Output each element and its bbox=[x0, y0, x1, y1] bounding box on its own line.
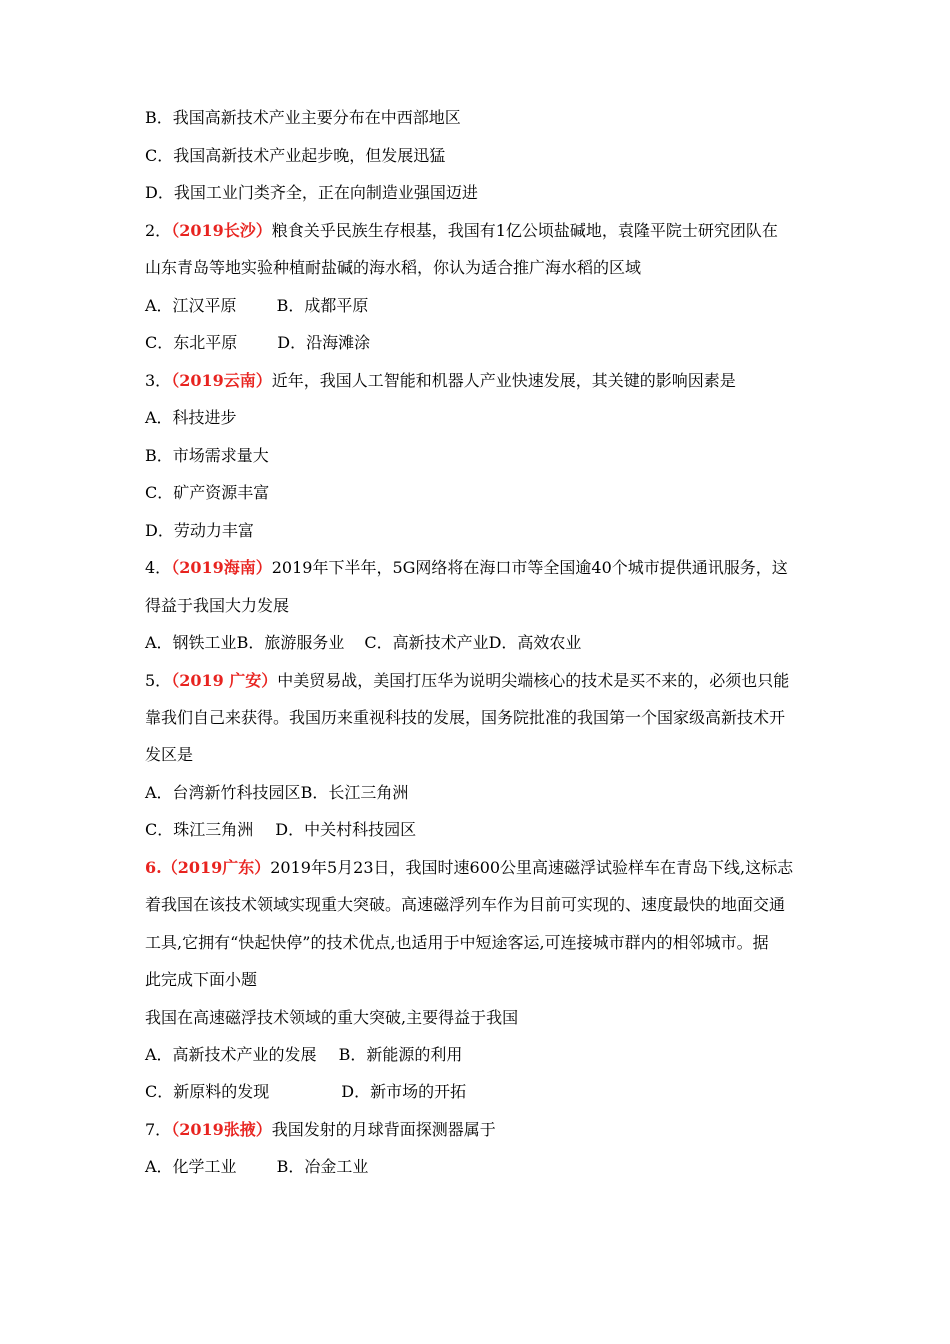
q5-options-row-2 bbox=[145, 820, 825, 840]
q6-sub-question: 我国在高速磁浮技术领域的重大突破,主要得益于我国 bbox=[145, 1008, 519, 1027]
q4-number: 4． bbox=[145, 558, 172, 577]
q5-stem-line-2: 靠我们自己来获得。我国历来重视科技的发展，国务院批准的我国第一个国家级高新技术开 bbox=[145, 708, 786, 727]
q1-option-c: C．我国高新技术产业起步晚，但发展迅猛 bbox=[145, 146, 446, 165]
q6-stem-line-2: 着我国在该技术领域实现重大突破。高速磁浮列车作为目前可实现的、速度最快的地面交通 bbox=[145, 895, 786, 914]
q4-option-b: B．旅游服务业 bbox=[236, 633, 345, 652]
q2-options-row-2 bbox=[145, 333, 825, 353]
q3-number: 3． bbox=[145, 371, 172, 390]
q7-stem bbox=[145, 1120, 825, 1140]
q3-source-tag: （2019云南） bbox=[171, 371, 272, 390]
q2-stem-line-1 bbox=[145, 221, 825, 241]
q4-stem-text: 2019年下半年，5G网络将在海口市等全国逾40个城市提供通讯服务，这 bbox=[271, 558, 788, 577]
q4-option-c: C．高新技术产业 bbox=[364, 633, 489, 652]
q7-number: 7． bbox=[145, 1120, 172, 1139]
q6-stem-text: 2019年5月23日，我国时速600公里高速磁浮试验样车在青岛下线,这标志 bbox=[270, 858, 794, 877]
q3-option-c: C．矿产资源丰富 bbox=[145, 483, 270, 502]
q5-stem-line-3: 发区是 bbox=[145, 745, 194, 764]
q4-option-d: D．高效农业 bbox=[488, 633, 582, 652]
q6-options-row-1 bbox=[145, 1045, 825, 1065]
q2-stem-text: 粮食关乎民族生存根基，我国有1亿公顷盐碱地，袁隆平院士研究团队在 bbox=[271, 221, 778, 240]
q3-stem bbox=[145, 371, 825, 391]
q1-option-b: B．我国高新技术产业主要分布在中西部地区 bbox=[145, 108, 461, 127]
q6-option-c: C．新原料的发现 bbox=[145, 1082, 270, 1101]
q2-source-tag: （2019长沙） bbox=[171, 221, 272, 240]
q4-options-row bbox=[145, 633, 825, 653]
q7-stem-text: 我国发射的月球背面探测器属于 bbox=[271, 1120, 496, 1139]
q5-option-c: C．珠江三角洲 bbox=[145, 820, 254, 839]
q4-source-tag: （2019海南） bbox=[171, 558, 272, 577]
q5-stem-line-1 bbox=[145, 671, 825, 691]
q5-source-tag: （2019 广安） bbox=[171, 671, 278, 690]
q2-option-c: C．东北平原 bbox=[145, 333, 238, 352]
q7-options-row bbox=[145, 1157, 825, 1177]
q6-stem-line-4: 此完成下面小题 bbox=[145, 970, 258, 989]
q2-option-d: D．沿海滩涂 bbox=[277, 333, 371, 352]
q5-option-d: D．中关村科技园区 bbox=[275, 820, 417, 839]
q2-option-b: B．成都平原 bbox=[276, 296, 369, 315]
q6-option-a: A．高新技术产业的发展 bbox=[145, 1045, 317, 1064]
q6-option-b: B．新能源的利用 bbox=[338, 1045, 463, 1064]
q7-source-tag: （2019张掖） bbox=[171, 1120, 272, 1139]
q6-number-and-source-tag: 6.（2019广东） bbox=[145, 858, 271, 877]
q6-stem-line-3: 工具,它拥有“快起快停”的技术优点,也适用于中短途客运,可连接城市群内的相邻城市。据 bbox=[145, 933, 769, 952]
q3-option-b: B．市场需求量大 bbox=[145, 446, 269, 465]
q6-options-row-2 bbox=[145, 1082, 825, 1102]
q4-stem-line-2: 得益于我国大力发展 bbox=[145, 596, 290, 615]
q2-number: 2． bbox=[145, 221, 172, 240]
q2-stem-line-2: 山东青岛等地实验种植耐盐碱的海水稻，你认为适合推广海水稻的区域 bbox=[145, 258, 642, 277]
q6-option-d: D．新市场的开拓 bbox=[341, 1082, 467, 1101]
q2-options-row-1 bbox=[145, 296, 825, 316]
q4-option-a: A．钢铁工业 bbox=[145, 633, 237, 652]
q3-stem-text: 近年，我国人工智能和机器人产业快速发展，其关键的影响因素是 bbox=[271, 371, 736, 390]
q7-option-a: A．化学工业 bbox=[145, 1157, 237, 1176]
q5-number: 5． bbox=[145, 671, 172, 690]
q6-stem-line-1 bbox=[145, 858, 825, 878]
q5-options-row-1 bbox=[145, 783, 825, 803]
q3-option-d: D．劳动力丰富 bbox=[145, 521, 254, 540]
q4-stem-line-1 bbox=[145, 558, 825, 578]
q7-option-b: B．冶金工业 bbox=[276, 1157, 369, 1176]
q1-option-d: D．我国工业门类齐全，正在向制造业强国迈进 bbox=[145, 183, 478, 202]
q2-option-a: A．江汉平原 bbox=[145, 296, 237, 315]
q5-option-b: B．长江三角洲 bbox=[300, 783, 409, 802]
q5-stem-text: 中美贸易战，美国打压华为说明尖端核心的技术是买不来的，必须也只能 bbox=[277, 671, 790, 690]
q3-option-a: A．科技进步 bbox=[145, 408, 237, 427]
q5-option-a: A．台湾新竹科技园区 bbox=[145, 783, 301, 802]
